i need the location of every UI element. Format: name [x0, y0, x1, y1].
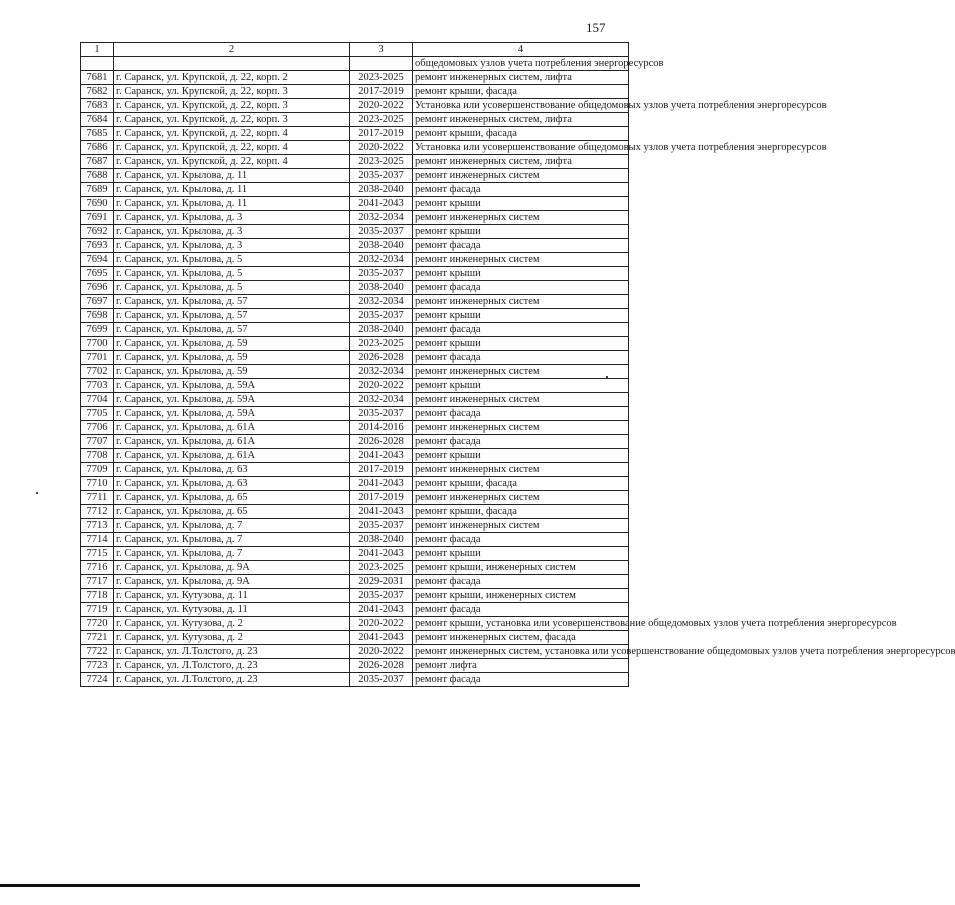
row-period: 2020-2022 [350, 141, 413, 155]
row-num: 7687 [81, 155, 114, 169]
row-work: ремонт крыши [413, 197, 629, 211]
row-num: 7682 [81, 85, 114, 99]
table-row [81, 435, 629, 449]
row-work: ремонт фасада [413, 407, 629, 421]
row-addr: г. Саранск, ул. Крылова, д. 3 [114, 239, 350, 253]
row-period: 2032-2034 [350, 365, 413, 379]
row-num: 7702 [81, 365, 114, 379]
row-addr: г. Саранск, ул. Кутузова, д. 2 [114, 631, 350, 645]
row-addr: г. Саранск, ул. Крылова, д. 59А [114, 393, 350, 407]
row-addr: г. Саранск, ул. Крупской, д. 22, корп. 4 [114, 127, 350, 141]
table-row [81, 589, 629, 603]
row-work: ремонт фасада [413, 281, 629, 295]
row-period: 2014-2016 [350, 421, 413, 435]
row-work: ремонт инженерных систем [413, 169, 629, 183]
row-work: ремонт крыши, фасада [413, 127, 629, 141]
row-period: 2032-2034 [350, 211, 413, 225]
row-addr: г. Саранск, ул. Крылова, д. 3 [114, 225, 350, 239]
table-row [81, 491, 629, 505]
row-num: 7711 [81, 491, 114, 505]
table-row [81, 295, 629, 309]
scan-speck [36, 492, 38, 494]
row-addr: г. Саранск, ул. Кутузова, д. 2 [114, 617, 350, 631]
row-work: ремонт фасада [413, 323, 629, 337]
row-work: ремонт инженерных систем [413, 295, 629, 309]
continuation-work: общедомовых узлов учета потребления энергоресурсов [413, 57, 629, 71]
table-row [81, 183, 629, 197]
row-work: ремонт инженерных систем, лифта [413, 113, 629, 127]
row-work: ремонт фасада [413, 239, 629, 253]
row-period: 2017-2019 [350, 491, 413, 505]
continuation-addr [114, 57, 350, 71]
row-period: 2038-2040 [350, 533, 413, 547]
header-col-3: 3 [350, 43, 413, 57]
table-row [81, 113, 629, 127]
table-row [81, 547, 629, 561]
row-work: ремонт крыши, инженерных систем [413, 561, 629, 575]
row-work: ремонт фасада [413, 435, 629, 449]
row-work: ремонт крыши, инженерных систем [413, 589, 629, 603]
row-work: ремонт крыши, фасада [413, 477, 629, 491]
row-period: 2038-2040 [350, 239, 413, 253]
row-period: 2026-2028 [350, 659, 413, 673]
row-period: 2035-2037 [350, 519, 413, 533]
table-row [81, 71, 629, 85]
row-num: 7692 [81, 225, 114, 239]
row-num: 7681 [81, 71, 114, 85]
row-num: 7697 [81, 295, 114, 309]
row-num: 7688 [81, 169, 114, 183]
row-period: 2041-2043 [350, 547, 413, 561]
row-addr: г. Саранск, ул. Л.Толстого, д. 23 [114, 659, 350, 673]
row-work: ремонт крыши [413, 309, 629, 323]
row-addr: г. Саранск, ул. Крылова, д. 59 [114, 351, 350, 365]
row-addr: г. Саранск, ул. Крупской, д. 22, корп. 4 [114, 141, 350, 155]
row-work: ремонт инженерных систем, установка или усовершенствование общедомовых узлов учета потребления энергоресурсов [413, 645, 629, 659]
row-work: ремонт инженерных систем, фасада [413, 631, 629, 645]
row-num: 7709 [81, 463, 114, 477]
row-period: 2023-2025 [350, 71, 413, 85]
row-period: 2035-2037 [350, 589, 413, 603]
row-period: 2023-2025 [350, 337, 413, 351]
register-table [80, 42, 955, 687]
row-addr: г. Саранск, ул. Крылова, д. 5 [114, 267, 350, 281]
row-addr: г. Саранск, ул. Крылова, д. 57 [114, 295, 350, 309]
row-num: 7723 [81, 659, 114, 673]
table-header [81, 43, 629, 57]
row-addr: г. Саранск, ул. Крылова, д. 11 [114, 197, 350, 211]
table-row [81, 561, 629, 575]
row-addr: г. Саранск, ул. Крылова, д. 65 [114, 505, 350, 519]
row-addr: г. Саранск, ул. Крылова, д. 7 [114, 519, 350, 533]
row-period: 2020-2022 [350, 645, 413, 659]
row-addr: г. Саранск, ул. Крылова, д. 59 [114, 365, 350, 379]
row-addr: г. Саранск, ул. Крылова, д. 59А [114, 379, 350, 393]
row-work: ремонт крыши [413, 225, 629, 239]
row-addr: г. Саранск, ул. Крылова, д. 65 [114, 491, 350, 505]
table-row [81, 645, 629, 659]
row-period: 2032-2034 [350, 393, 413, 407]
row-work: ремонт крыши [413, 449, 629, 463]
row-num: 7703 [81, 379, 114, 393]
row-period: 2029-2031 [350, 575, 413, 589]
table-row [81, 463, 629, 477]
row-addr: г. Саранск, ул. Кутузова, д. 11 [114, 603, 350, 617]
row-work: ремонт фасада [413, 603, 629, 617]
row-work: ремонт крыши [413, 267, 629, 281]
row-num: 7699 [81, 323, 114, 337]
table-row [81, 365, 629, 379]
row-num: 7716 [81, 561, 114, 575]
scan-edge-line [0, 884, 640, 887]
row-work: ремонт инженерных систем, лифта [413, 71, 629, 85]
row-period: 2026-2028 [350, 435, 413, 449]
row-work: ремонт инженерных систем [413, 211, 629, 225]
row-work: ремонт инженерных систем [413, 491, 629, 505]
continuation-num [81, 57, 114, 71]
row-period: 2035-2037 [350, 267, 413, 281]
row-addr: г. Саранск, ул. Крылова, д. 61А [114, 421, 350, 435]
row-work: ремонт инженерных систем [413, 463, 629, 477]
row-period: 2041-2043 [350, 197, 413, 211]
row-addr: г. Саранск, ул. Крылова, д. 9А [114, 575, 350, 589]
row-addr: г. Саранск, ул. Крупской, д. 22, корп. 3 [114, 113, 350, 127]
row-work: ремонт инженерных систем [413, 519, 629, 533]
header-row [81, 43, 629, 57]
page-number: 157 [586, 20, 606, 35]
table-row [81, 323, 629, 337]
row-period: 2023-2025 [350, 155, 413, 169]
row-addr: г. Саранск, ул. Крылова, д. 11 [114, 183, 350, 197]
row-work: ремонт фасада [413, 673, 629, 687]
table-row [81, 309, 629, 323]
row-num: 7693 [81, 239, 114, 253]
row-work: ремонт крыши, установка или усовершенствование общедомовых узлов учета потребления энергоресурсов [413, 617, 629, 631]
table-row [81, 239, 629, 253]
row-num: 7713 [81, 519, 114, 533]
table-row [81, 197, 629, 211]
row-num: 7718 [81, 589, 114, 603]
row-addr: г. Саранск, ул. Крылова, д. 7 [114, 533, 350, 547]
row-work: ремонт крыши, фасада [413, 85, 629, 99]
row-period: 2017-2019 [350, 127, 413, 141]
row-addr: г. Саранск, ул. Крылова, д. 5 [114, 253, 350, 267]
row-addr: г. Саранск, ул. Крылова, д. 61А [114, 449, 350, 463]
table-row [81, 449, 629, 463]
row-period: 2035-2037 [350, 309, 413, 323]
row-period: 2017-2019 [350, 85, 413, 99]
row-addr: г. Саранск, ул. Крупской, д. 22, корп. 3 [114, 85, 350, 99]
row-period: 2020-2022 [350, 617, 413, 631]
row-work: ремонт инженерных систем [413, 365, 629, 379]
row-work: ремонт инженерных систем [413, 253, 629, 267]
row-num: 7705 [81, 407, 114, 421]
row-work: Установка или усовершенствование общедомовых узлов учета потребления энергоресурсов [413, 141, 629, 155]
row-work: ремонт крыши [413, 337, 629, 351]
table-row [81, 407, 629, 421]
row-num: 7707 [81, 435, 114, 449]
row-period: 2023-2025 [350, 561, 413, 575]
row-period: 2026-2028 [350, 351, 413, 365]
row-addr: г. Саранск, ул. Крупской, д. 22, корп. 3 [114, 99, 350, 113]
row-num: 7717 [81, 575, 114, 589]
table-row [81, 351, 629, 365]
table-row [81, 393, 629, 407]
header-col-4: 4 [413, 43, 629, 57]
row-period: 2032-2034 [350, 295, 413, 309]
row-num: 7691 [81, 211, 114, 225]
row-period: 2041-2043 [350, 477, 413, 491]
row-period: 2023-2025 [350, 113, 413, 127]
table-row [81, 85, 629, 99]
table-row [81, 575, 629, 589]
table-row [81, 533, 629, 547]
row-period: 2035-2037 [350, 407, 413, 421]
table-row [81, 225, 629, 239]
row-period: 2038-2040 [350, 183, 413, 197]
row-num: 7724 [81, 673, 114, 687]
row-num: 7712 [81, 505, 114, 519]
row-num: 7708 [81, 449, 114, 463]
row-period: 2041-2043 [350, 505, 413, 519]
row-num: 7720 [81, 617, 114, 631]
table-row [81, 673, 629, 687]
row-num: 7690 [81, 197, 114, 211]
table-row [81, 337, 629, 351]
row-work: ремонт крыши [413, 379, 629, 393]
row-num: 7710 [81, 477, 114, 491]
row-work: ремонт фасада [413, 533, 629, 547]
row-work: ремонт фасада [413, 351, 629, 365]
row-num: 7704 [81, 393, 114, 407]
row-work: ремонт фасада [413, 183, 629, 197]
table-row [81, 169, 629, 183]
row-addr: г. Саранск, ул. Крылова, д. 7 [114, 547, 350, 561]
table-row [81, 99, 629, 113]
table-body [81, 57, 955, 687]
table-row [81, 421, 629, 435]
row-period: 2020-2022 [350, 379, 413, 393]
row-num: 7721 [81, 631, 114, 645]
continuation-period [350, 57, 413, 71]
continuation-row [81, 57, 629, 71]
row-addr: г. Саранск, ул. Крылова, д. 9А [114, 561, 350, 575]
row-period: 2038-2040 [350, 281, 413, 295]
header-col-2: 2 [114, 43, 350, 57]
row-period: 2038-2040 [350, 323, 413, 337]
row-num: 7714 [81, 533, 114, 547]
row-addr: г. Саранск, ул. Крылова, д. 59А [114, 407, 350, 421]
row-addr: г. Саранск, ул. Крылова, д. 61А [114, 435, 350, 449]
table-row [81, 603, 629, 617]
row-num: 7685 [81, 127, 114, 141]
table-row [81, 141, 629, 155]
row-num: 7715 [81, 547, 114, 561]
table-row [81, 519, 629, 533]
row-num: 7722 [81, 645, 114, 659]
row-addr: г. Саранск, ул. Крылова, д. 59 [114, 337, 350, 351]
table-row [81, 281, 629, 295]
row-num: 7701 [81, 351, 114, 365]
row-num: 7684 [81, 113, 114, 127]
row-period: 2032-2034 [350, 253, 413, 267]
row-period: 2035-2037 [350, 169, 413, 183]
row-num: 7696 [81, 281, 114, 295]
scan-speck [606, 376, 608, 378]
table-row [81, 267, 629, 281]
table-row [81, 617, 629, 631]
table-row [81, 477, 629, 491]
row-addr: г. Саранск, ул. Крылова, д. 57 [114, 309, 350, 323]
row-addr: г. Саранск, ул. Крылова, д. 57 [114, 323, 350, 337]
table-row [81, 379, 629, 393]
row-period: 2041-2043 [350, 631, 413, 645]
row-num: 7698 [81, 309, 114, 323]
row-period: 2041-2043 [350, 449, 413, 463]
row-addr: г. Саранск, ул. Крылова, д. 11 [114, 169, 350, 183]
table-row [81, 505, 629, 519]
row-period: 2035-2037 [350, 673, 413, 687]
row-work: ремонт инженерных систем, лифта [413, 155, 629, 169]
row-addr: г. Саранск, ул. Крылова, д. 5 [114, 281, 350, 295]
table-row [81, 127, 629, 141]
table-row [81, 631, 629, 645]
row-num: 7686 [81, 141, 114, 155]
row-num: 7700 [81, 337, 114, 351]
row-period: 2041-2043 [350, 603, 413, 617]
row-addr: г. Саранск, ул. Кутузова, д. 11 [114, 589, 350, 603]
row-addr: г. Саранск, ул. Крупской, д. 22, корп. 4 [114, 155, 350, 169]
table-row [81, 211, 629, 225]
row-num: 7694 [81, 253, 114, 267]
row-work: ремонт инженерных систем [413, 421, 629, 435]
table-row [81, 659, 629, 673]
row-work: Установка или усовершенствование общедомовых узлов учета потребления энергоресурсов [413, 99, 629, 113]
header-col-1: 1 [81, 43, 114, 57]
row-period: 2017-2019 [350, 463, 413, 477]
row-num: 7719 [81, 603, 114, 617]
row-num: 7695 [81, 267, 114, 281]
row-addr: г. Саранск, ул. Крылова, д. 63 [114, 463, 350, 477]
row-period: 2035-2037 [350, 225, 413, 239]
row-work: ремонт инженерных систем [413, 393, 629, 407]
row-num: 7706 [81, 421, 114, 435]
row-period: 2020-2022 [350, 99, 413, 113]
row-addr: г. Саранск, ул. Крылова, д. 63 [114, 477, 350, 491]
row-work: ремонт лифта [413, 659, 629, 673]
table-row [81, 155, 629, 169]
row-work: ремонт фасада [413, 575, 629, 589]
row-num: 7689 [81, 183, 114, 197]
row-addr: г. Саранск, ул. Л.Толстого, д. 23 [114, 673, 350, 687]
row-addr: г. Саранск, ул. Крупской, д. 22, корп. 2 [114, 71, 350, 85]
row-work: ремонт крыши, фасада [413, 505, 629, 519]
row-num: 7683 [81, 99, 114, 113]
row-addr: г. Саранск, ул. Крылова, д. 3 [114, 211, 350, 225]
row-addr: г. Саранск, ул. Л.Толстого, д. 23 [114, 645, 350, 659]
table-row [81, 253, 629, 267]
row-work: ремонт крыши [413, 547, 629, 561]
